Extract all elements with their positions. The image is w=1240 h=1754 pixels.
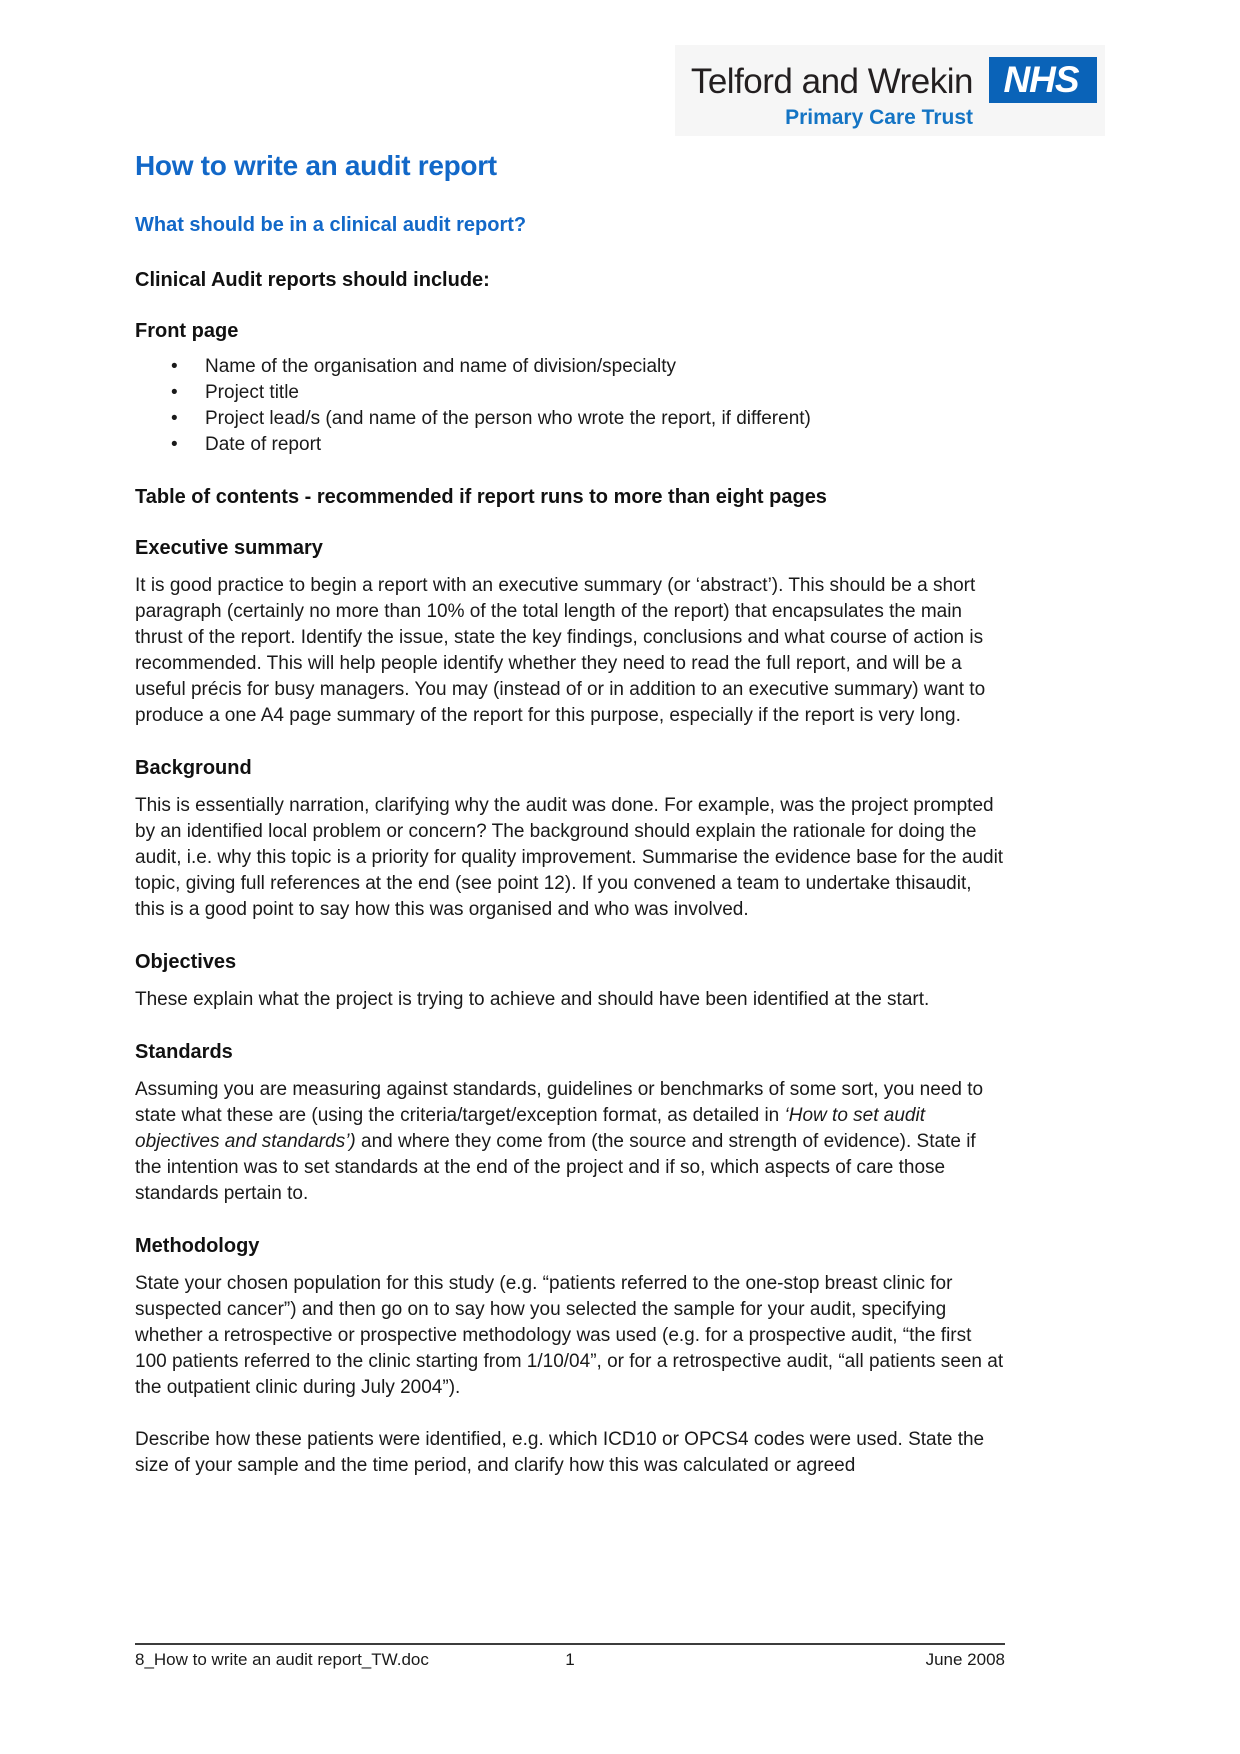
page-title: How to write an audit report <box>135 149 497 181</box>
list-item: • Date of report <box>171 432 1005 458</box>
org-subtitle: Primary Care Trust <box>785 105 973 129</box>
methodology-paragraph-2: Describe how these patients were identified, e.g. which ICD10 or OPCS4 codes were used. State the size of your sample and the time period, and clarify how this was calculated or agreed <box>135 1428 985 1476</box>
standards-text-1: Assuming you are measuring against standards, guidelines or benchmarks of some sort, you need to state what these are (using the criteria/target/exception format, as detailed in <box>135 1078 984 1126</box>
list-item: • Name of the organisation and name of division/specialty <box>171 354 1005 380</box>
standards-text-italic: ‘How to set audit objectives and standards’) <box>135 1104 925 1152</box>
section-heading-executive-summary: Executive summary <box>135 536 323 559</box>
section-heading-front-page: Front page <box>135 319 239 342</box>
intro-heading: Clinical Audit reports should include: <box>135 268 490 291</box>
header <box>135 45 1105 136</box>
list-item: • Project title <box>171 380 1005 406</box>
footer-filename: 8_How to write an audit report_TW.doc <box>135 1650 429 1669</box>
trust-logo-text <box>691 63 973 130</box>
section-heading-objectives: Objectives <box>135 950 237 973</box>
section-heading-standards: Standards <box>135 1040 233 1063</box>
org-name: Telford and Wrekin <box>690 62 973 101</box>
front-page-bullet-list <box>135 354 1005 458</box>
footer-page-number: 1 <box>565 1650 575 1669</box>
nhs-logo: NHS <box>989 57 1097 103</box>
section-heading-background: Background <box>135 756 252 779</box>
methodology-paragraph-1: State your chosen population for this study (e.g. “patients referred to the one-stop breast clinic for suspected cancer”) and then go on to say how you selected the sample for your audit, specifying whether a retrospective or prospective methodology was used (e.g. for a prospective audit, “the first 100 patients referred to the clinic starting from 1/10/04”, or for a retrospective audit, “all patients seen at the outpatient clinic during July 2004”). <box>135 1272 1004 1398</box>
toc-note: Table of contents - recommended if report runs to more than eight pages <box>135 485 827 508</box>
standards-text-2: and where they come from (the source and strength of evidence). State if the intention was to set standards at the end of the project and if so, which aspects of care those standards pertain to. <box>135 1130 976 1204</box>
footer-date: June 2008 <box>925 1650 1005 1669</box>
objectives-paragraph: These explain what the project is trying to achieve and should have been identified at the start. <box>135 988 930 1010</box>
page-footer <box>135 1643 1005 1670</box>
section-heading-methodology: Methodology <box>135 1234 260 1257</box>
list-item: • Project lead/s (and name of the person who wrote the report, if different) <box>171 406 1005 432</box>
executive-summary-paragraph: It is good practice to begin a report with an executive summary (or ‘abstract’). This should be a short paragraph (certainly no more than 10% of the total length of the report) that encapsulates the main thrust of the report. Identify the issue, state the key findings, conclusions and what course of action is recommended. This will help people identify whether they need to read the full report, and will be a useful précis for busy managers. You may (instead of or in addition to an executive summary) want to produce a one A4 page summary of the report for this purpose, especially if the report is very long. <box>135 574 986 726</box>
page-subtitle: What should be in a clinical audit report? <box>135 213 527 236</box>
background-paragraph: This is essentially narration, clarifying why the audit was done. For example, was the project prompted by an identified local problem or concern? The background should explain the rationale for doing the audit, i.e. why this topic is a priority for quality improvement. Summarise the evidence base for the audit topic, giving full references at the end (see point 12). If you convened a team to undertake thisaudit, this is a good point to say how this was organised and who was involved. <box>135 794 1004 920</box>
trust-logo <box>675 45 1105 136</box>
standards-paragraph <box>135 1077 1005 1207</box>
